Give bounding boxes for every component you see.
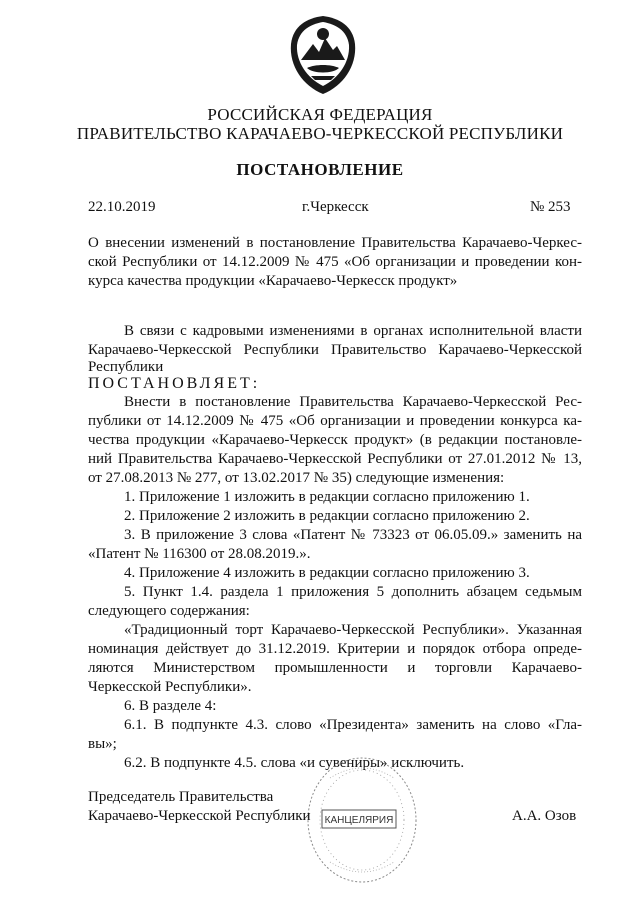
document-type-heading: ПОСТАНОВЛЕНИЕ [236, 160, 404, 179]
coat-of-arms-icon [287, 14, 359, 96]
body-line: «Традиционный торт Карачаево-Черкесской Республики». Указанная [124, 622, 582, 638]
subject-line-2: ской Республики от 14.12.2009 № 475 «Об организации и проведении кон- [88, 254, 582, 270]
body-line: 6. В разделе 4: [124, 698, 217, 714]
body-line: «Патент № 116300 от 28.08.2019.». [88, 546, 311, 562]
body-line: 6.2. В подпункте 4.5. слова «и сувениры» исключить. [124, 755, 465, 771]
document-city: г.Черкесск [302, 199, 369, 215]
body-line: 6.1. В подпункте 4.3. слово «Президента» заменить на слово «Гла- [124, 717, 582, 733]
body-line: чества продукции «Карачаево-Черкесск продукт» (в редакции постановле- [88, 432, 582, 448]
body-line: вы»; [88, 736, 117, 752]
body-line: Внести в постановление Правительства Карачаево-Черкесской Рес- [124, 394, 582, 410]
decrees-heading: ПОСТАНОВЛЯЕТ: [88, 375, 261, 392]
body-line: 3. В приложение 3 слова «Патент № 73323 от 06.05.09.» заменить на [124, 527, 582, 543]
body-line: следующего содержания: [88, 603, 250, 619]
subject-line-1: О внесении изменений в постановление Правительства Карачаево-Черкес- [88, 235, 582, 251]
body-line: ляются Министерством промышленности и торговли Карачаево- [88, 660, 582, 676]
preamble-line-2: Карачаево-Черкесской Республики Правительство Карачаево-Черкесской [88, 342, 582, 358]
country-heading: РОССИЙСКАЯ ФЕДЕРАЦИЯ [207, 105, 433, 124]
official-stamp [300, 748, 420, 888]
signatory-position-line-2: Карачаево-Черкесской Республики [88, 808, 311, 824]
body-line: публики от 14.12.2009 № 475 «Об организации и проведении конкурса ка- [88, 413, 582, 429]
document-date: 22.10.2019 [88, 199, 156, 215]
body-line: Черкесской Республики». [88, 679, 252, 695]
signatory-name: А.А. Озов [512, 808, 577, 824]
stamp-label: КАНЦЕЛЯРИЯ [324, 815, 394, 826]
body-line: от 27.08.2013 № 277, от 13.02.2017 № 35) следующие изменения: [88, 470, 505, 486]
body-line: 2. Приложение 2 изложить в редакции согласно приложению 2. [124, 508, 530, 524]
body-line: 5. Пункт 1.4. раздела 1 приложения 5 дополнить абзацем седьмым [124, 584, 582, 600]
preamble-line-3: Республики [88, 359, 164, 375]
body-line: 4. Приложение 4 изложить в редакции согласно приложению 3. [124, 565, 530, 581]
document-number: № 253 [530, 199, 571, 215]
body-line: 1. Приложение 1 изложить в редакции согласно приложению 1. [124, 489, 530, 505]
preamble-line-1: В связи с кадровыми изменениями в органах исполнительной власти [124, 323, 582, 339]
authority-heading: ПРАВИТЕЛЬСТВО КАРАЧАЕВО-ЧЕРКЕССКОЙ РЕСПУБЛИКИ [76, 124, 564, 143]
subject-line-3: курса качества продукции «Карачаево-Черкесск продукт» [88, 273, 458, 289]
body-line: номинация действует до 31.12.2019. Критерии и порядок отбора опреде- [88, 641, 582, 657]
signatory-position-line-1: Председатель Правительства [88, 789, 274, 805]
body-line: ний Правительства Карачаево-Черкесской Республики от 27.01.2012 № 13, [88, 451, 582, 467]
